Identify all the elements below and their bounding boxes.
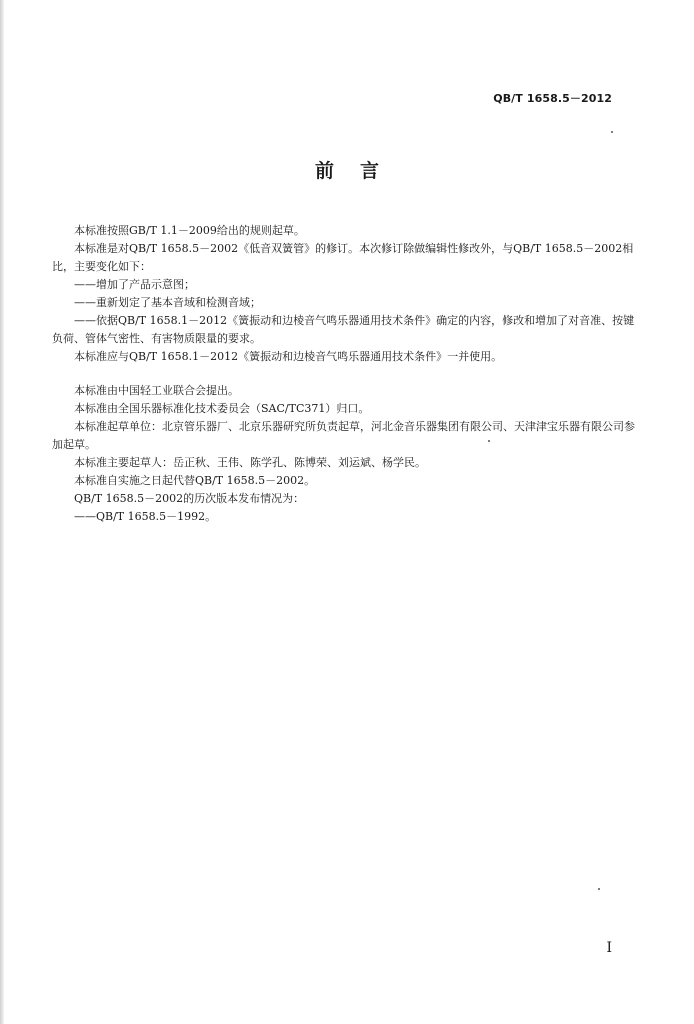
paragraph: 本标准主要起草人：岳正秋、王伟、陈学孔、陈博荣、刘运斌、杨学民。 [74, 456, 426, 469]
list-item: ——QB/T 1658.5－1992。 [74, 510, 217, 523]
standard-code: QB/T 1658.5－2012 [493, 92, 612, 105]
page-number: I [606, 940, 612, 956]
scan-speck [598, 888, 600, 890]
page-title: 前言 [314, 160, 405, 182]
document-body [52, 222, 636, 526]
paragraph: 本标准按照GB/T 1.1－2009给出的规则起草。 [74, 224, 305, 237]
paragraph: 本标准自实施之日起代替QB/T 1658.5－2002。 [74, 474, 316, 487]
paragraph-gap [52, 366, 636, 382]
scan-edge [0, 0, 4, 1024]
paragraph: 本标准是对QB/T 1658.5－2002《低音双簧管》的修订。本次修订除做编辑性修改外，与QB/T 1658.5－2002相比，主要变化如下： [52, 242, 634, 273]
scan-speck [488, 440, 490, 442]
list-item: ——依据QB/T 1658.1－2012《簧振动和边棱音气鸣乐器通用技术条件》确定的内容，修改和增加了对音准、按键负荷、管体气密性、有害物质限量的要求。 [52, 314, 635, 345]
list-item: ——重新划定了基本音域和检测音域； [74, 296, 261, 309]
paragraph: QB/T 1658.5－2002的历次版本发布情况为： [74, 492, 305, 505]
paragraph: 本标准应与QB/T 1658.1－2012《簧振动和边棱音气鸣乐器通用技术条件》一并使用。 [74, 350, 503, 363]
paragraph: 本标准由全国乐器标准化技术委员会（SAC/TC371）归口。 [74, 402, 370, 415]
paragraph: 本标准由中国轻工业联合会提出。 [74, 384, 239, 397]
paragraph: 本标准起草单位：北京管乐器厂、北京乐器研究所负责起草，河北金音乐器集团有限公司、天津津宝乐器有限公司参加起草。 [52, 420, 635, 451]
list-item: ——增加了产品示意图； [74, 278, 195, 291]
scan-speck [611, 131, 613, 133]
